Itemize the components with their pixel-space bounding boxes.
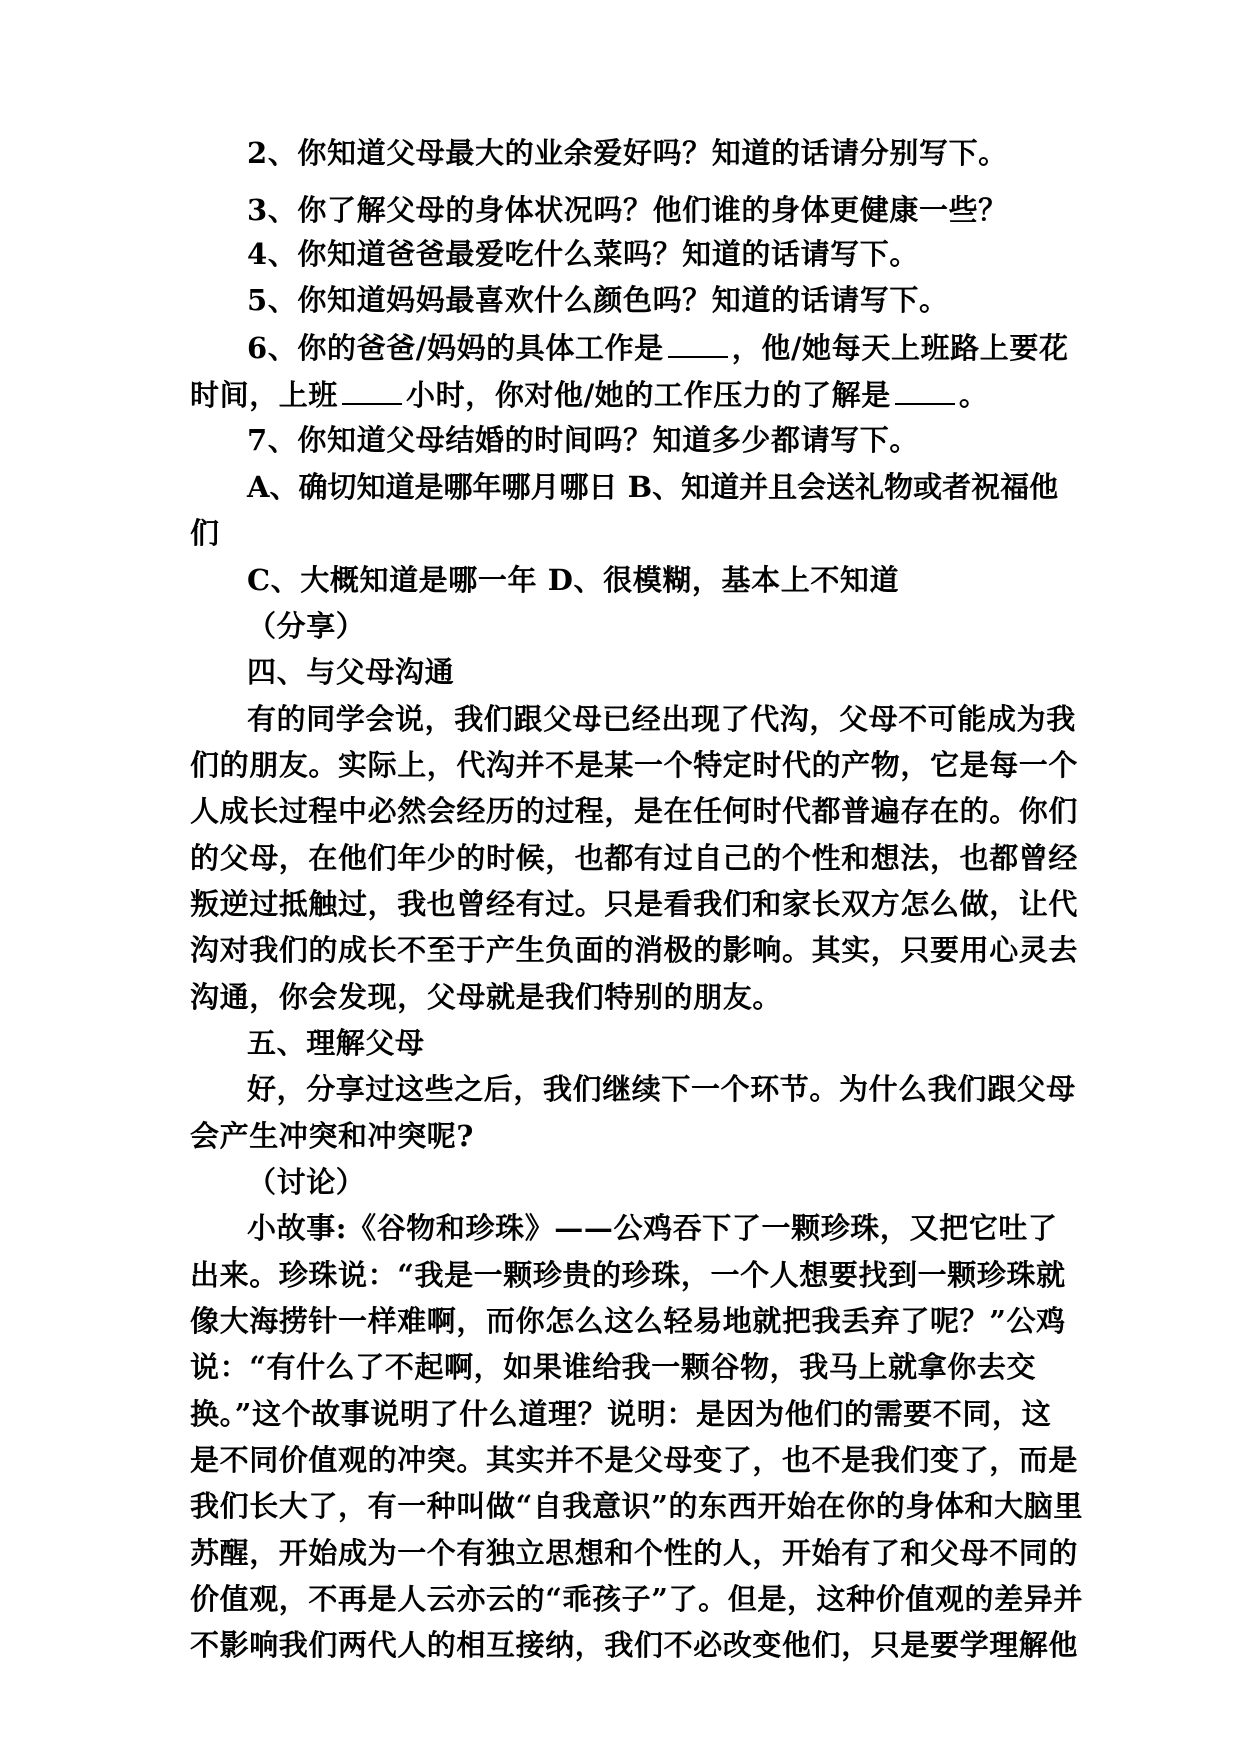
options-ab: A、确切知道是哪年哪月哪日 B、知道并且会送礼物或者祝福他 — [247, 470, 1059, 504]
answer-blank — [895, 377, 955, 405]
section-5-heading: 五、理解父母 — [247, 1026, 425, 1060]
section-4-para-line: 人成长过程中必然会经历的过程，是在任何时代都普遍存在的。你们 — [190, 794, 1079, 828]
q6-text-e: 。 — [958, 378, 989, 412]
story-line: 是不同价值观的冲突。其实并不是父母变了，也不是我们变了，而是 — [190, 1443, 1079, 1477]
story-line: 不影响我们两代人的相互接纳，我们不必改变他们，只是要学理解他 — [190, 1628, 1079, 1662]
q6-text-a: 6、你的爸爸/妈妈的具体工作是 — [247, 331, 664, 365]
q6-text-c: 时间，上班 — [190, 378, 339, 412]
discuss-note: （讨论） — [247, 1165, 366, 1199]
section-4-para-line: 叛逆过抵触过，我也曾经有过。只是看我们和家长双方怎么做，让代 — [190, 887, 1079, 921]
question-6-line-2 — [190, 373, 988, 417]
answer-blank — [342, 377, 402, 405]
section-4-para-line: 沟对我们的成长不至于产生负面的消极的影响。其实，只要用心灵去 — [190, 933, 1079, 967]
section-4-heading: 四、与父母沟通 — [247, 655, 455, 689]
section-4-para-line: 沟通，你会发现，父母就是我们特别的朋友。 — [190, 980, 783, 1014]
share-note: （分享） — [247, 609, 366, 643]
section-5-para-line: 会产生冲突和冲突呢? — [190, 1119, 474, 1153]
q6-text-b: ，他/她每天上班路上要花 — [731, 331, 1069, 365]
story-line: 我们长大了，有一种叫做“自我意识”的东西开始在你的身体和大脑里 — [190, 1489, 1083, 1523]
answer-blank — [668, 330, 728, 358]
question-3: 3、你了解父母的身体状况吗？他们谁的身体更健康一些？ — [247, 193, 1008, 227]
question-7: 7、你知道父母结婚的时间吗？知道多少都请写下。 — [247, 423, 919, 457]
section-4-para-line: 有的同学会说，我们跟父母已经出现了代沟，父母不可能成为我 — [247, 702, 1076, 736]
options-ab-cont: 们 — [190, 516, 220, 550]
options-cd: C、大概知道是哪一年 D、很模糊，基本上不知道 — [247, 563, 900, 597]
story-line: 小故事:《谷物和珍珠》——公鸡吞下了一颗珍珠，又把它吐了 — [247, 1211, 1058, 1245]
q6-text-d: 小时，你对他/她的工作压力的了解是 — [406, 378, 891, 412]
question-2: 2、你知道父母最大的业余爱好吗？知道的话请分别写下。 — [247, 136, 1008, 170]
story-line: 像大海捞针一样难啊，而你怎么这么轻易地就把我丢弃了呢？”公鸡 — [190, 1304, 1066, 1338]
story-line: 苏醒，开始成为一个有独立思想和个性的人，开始有了和父母不同的 — [190, 1536, 1079, 1570]
story-line: 说：“有什么了不起啊，如果谁给我一颗谷物，我马上就拿你去交 — [190, 1350, 1037, 1384]
question-5: 5、你知道妈妈最喜欢什么颜色吗？知道的话请写下。 — [247, 283, 949, 317]
story-line: 出来。珍珠说：“我是一颗珍贵的珍珠，一个人想要找到一颗珍珠就 — [190, 1258, 1066, 1292]
question-4: 4、你知道爸爸最爱吃什么菜吗？知道的话请写下。 — [247, 237, 919, 271]
story-line: 价值观，不再是人云亦云的“乖孩子”了。但是，这种价值观的差异并 — [190, 1582, 1083, 1616]
story-line: 换。”这个故事说明了什么道理？说明：是因为他们的需要不同，这 — [190, 1397, 1052, 1431]
question-6-line-1 — [247, 326, 1069, 370]
section-5-para-line: 好，分享过这些之后，我们继续下一个环节。为什么我们跟父母 — [247, 1072, 1076, 1106]
section-4-para-line: 的父母，在他们年少的时候，也都有过自己的个性和想法，也都曾经 — [190, 841, 1079, 875]
section-4-para-line: 们的朋友。实际上，代沟并不是某一个特定时代的产物，它是每一个 — [190, 748, 1079, 782]
